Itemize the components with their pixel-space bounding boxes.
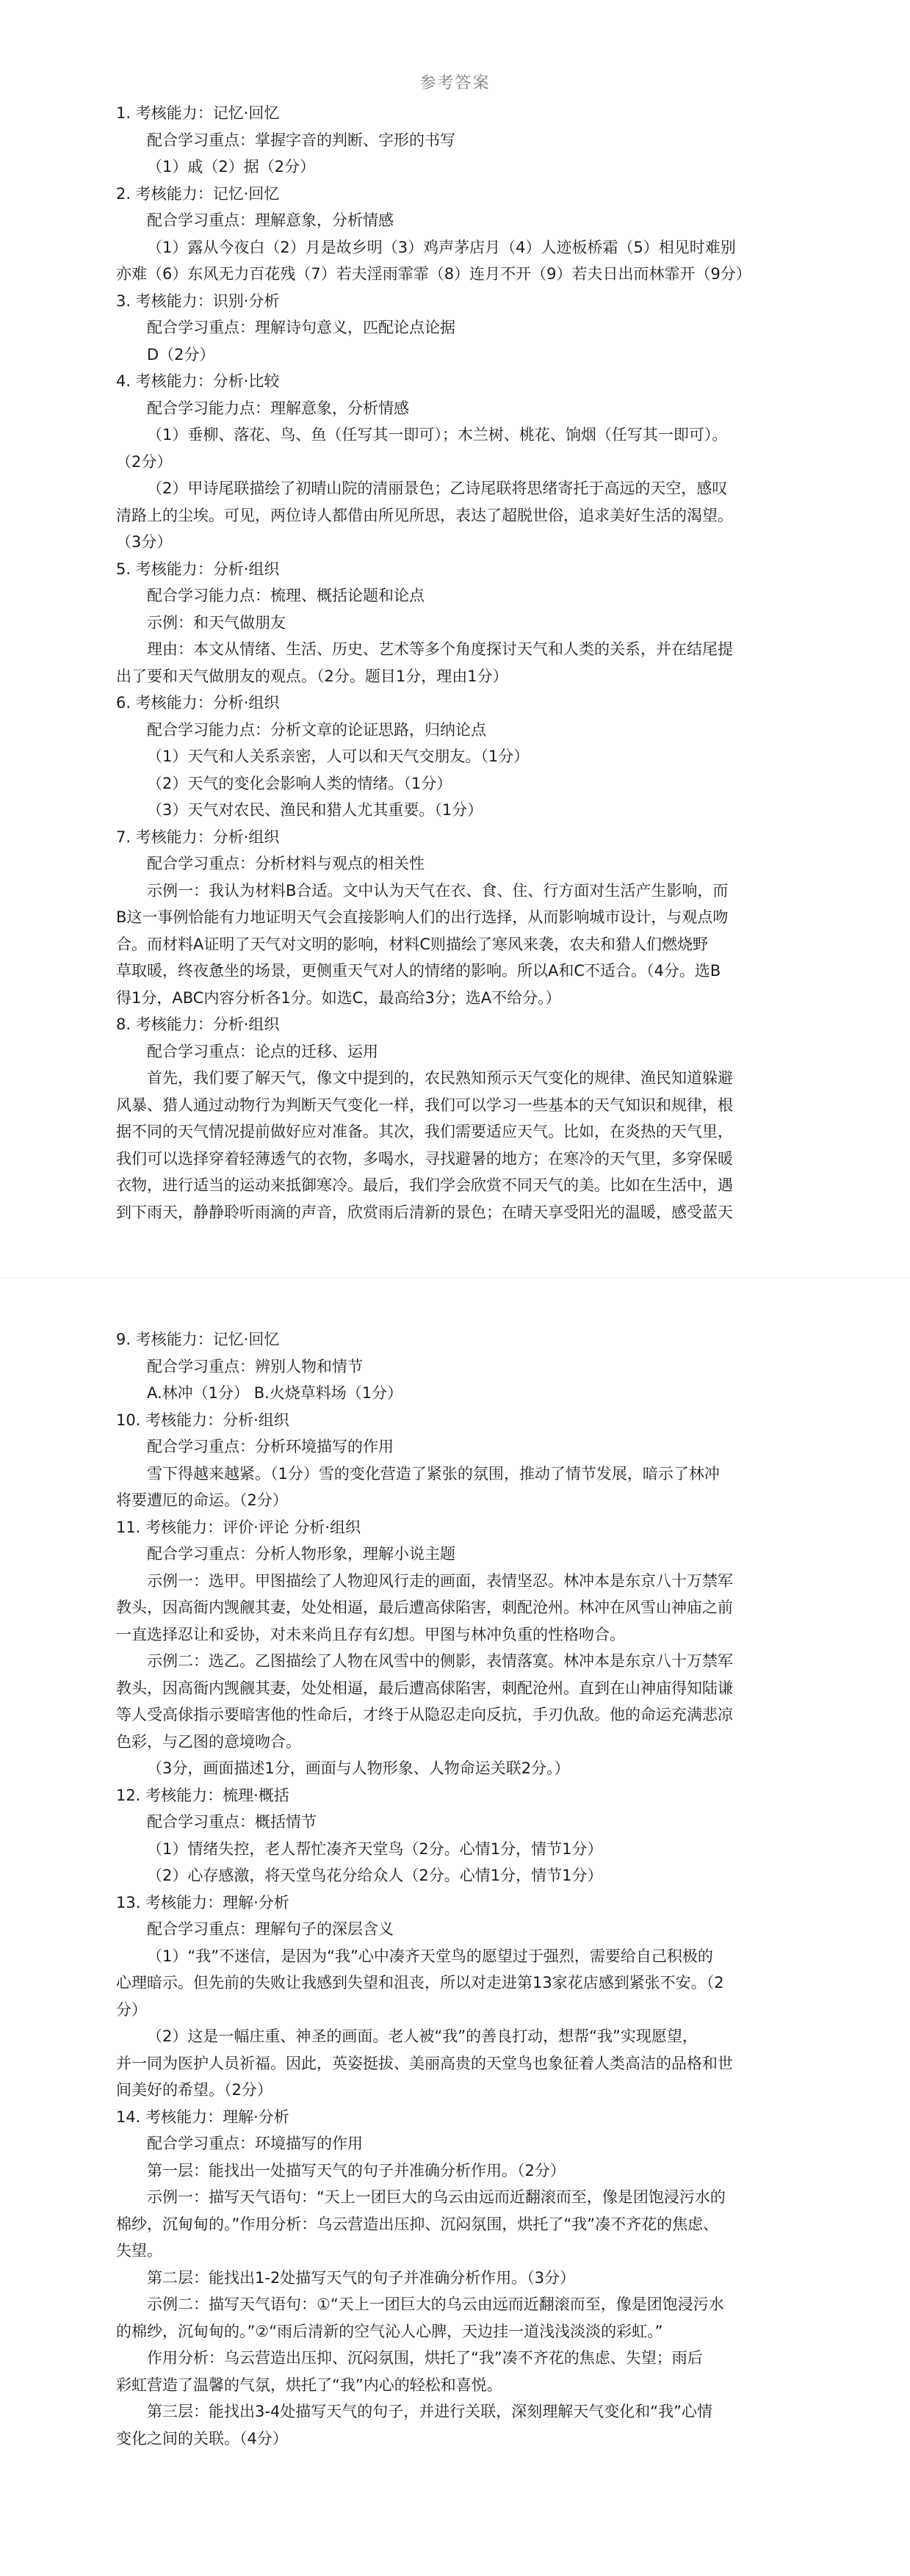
answer-line: 失望。 (116, 2242, 162, 2260)
answer-line: 合。而材料A证明了天气对文明的影响，材料C则描绘了寒风来袭，农夫和猎人们燃烧野 (116, 935, 709, 953)
document-title: 参考答案 (419, 74, 491, 93)
answer-line: （2）甲诗尾联描绘了初晴山院的清丽景色；乙诗尾联将思绪寄托于高远的天空，感叹 (147, 480, 728, 497)
answer-line: 配合学习重点：分析环境描写的作用 (147, 1438, 394, 1455)
answer-line: 7. 考核能力：分析·组织 (116, 828, 280, 846)
answer-line: 示例一：我认为材料B合适。文中认为天气在衣、食、住、行方面对生活产生影响，而 (147, 881, 729, 900)
answer-line: 配合学习重点：掌握字音的判断、字形的书写 (147, 131, 455, 149)
answer-line: （3分，画面描述1分，画面与人物形象、人物命运关联2分。） (147, 1759, 570, 1777)
answer-line: 13. 考核能力：理解·分析 (116, 1893, 289, 1911)
answer-line: 第一层：能找出一处描写天气的句子并准确分析作用。（2分） (147, 2161, 566, 2179)
answer-line: 8. 考核能力：分析·组织 (116, 1016, 280, 1033)
answer-line: 分） (116, 2000, 147, 2019)
answer-line: 3. 考核能力：识别·分析 (116, 292, 280, 310)
answer-line: 6. 考核能力：分析·组织 (116, 694, 280, 712)
answer-line: 4. 考核能力：分析·比较 (116, 372, 280, 390)
answer-line: 间美好的希望。（2分） (116, 2081, 272, 2099)
answer-line: 据不同的天气情况提前做好应对准备。其次，我们需要适应天气。比如，在炎热的天气里， (116, 1123, 733, 1140)
answer-line: （2）心存感激，将天堂鸟花分给众人（2分。心情1分，情节1分） (147, 1867, 603, 1884)
answer-line: （2）这是一幅庄重、神圣的画面。老人被“我”的善良打动，想帮“我”实现愿望， (147, 2027, 698, 2045)
answer-line: 10. 考核能力：分析·组织 (116, 1411, 289, 1429)
answer-line: 11. 考核能力：评价·评论 分析·组织 (116, 1518, 361, 1536)
answer-line: 我们可以选择穿着轻薄透气的衣物，多喝水，寻找避暑的地方；在寒冷的天气里，多穿保暖 (116, 1149, 733, 1168)
answer-line: （2）天气的变化会影响人类的情绪。（1分） (147, 774, 452, 792)
answer-line: 配合学习重点：概括情节 (147, 1813, 317, 1831)
answer-line: 1. 考核能力：记忆·回忆 (116, 104, 280, 122)
answer-line: 示例二：选乙。乙图描绘了人物在风雪中的侧影，表情落寞。林冲本是东京八十万禁军 (147, 1652, 733, 1670)
answer-line: 亦难（6）东风无力百花残（7）若夫淫雨霏霏（8）连月不开（9）若夫日出而林霏开（9分） (116, 265, 751, 283)
answer-line: 衣物，进行适当的运动来抵御寒冷。最后，我们学会欣赏不同天气的美。比如在生活中，遇 (116, 1176, 733, 1194)
answer-line: 配合学习重点：理解句子的深层含义 (147, 1920, 394, 1938)
answer-line: 配合学习能力点：分析文章的论证思路，归纳论点 (147, 720, 486, 739)
answer-line: 配合学习重点：分析人物形象，理解小说主题 (147, 1545, 455, 1563)
answer-line: （3分） (116, 533, 173, 551)
answer-line: 示例一：选甲。甲图描绘了人物迎风行走的画面，表情坚忍。林冲本是东京八十万禁军 (147, 1571, 733, 1590)
answer-line: 2. 考核能力：记忆·回忆 (116, 184, 280, 203)
answer-line: （1）情绪失控，老人帮忙凑齐天堂鸟（2分。心情1分，情节1分） (147, 1839, 603, 1858)
answer-line: 草取暖，终夜惫坐的场景，更侧重天气对人的情绪的影响。所以A和C不适合。（4分。选B (116, 962, 721, 980)
answer-line: 到下雨天，静静聆听雨滴的声音，欣赏雨后清新的景色；在晴天享受阳光的温暖，感受蓝天 (116, 1203, 733, 1221)
answer-line: （3）天气对农民、渔民和猎人尤其重要。（1分） (147, 801, 483, 819)
answer-line: 9. 考核能力：记忆·回忆 (116, 1331, 280, 1348)
answer-line: 14. 考核能力：理解·分析 (116, 2108, 289, 2126)
answer-line: 配合学习重点：辨别人物和情节 (147, 1357, 363, 1375)
answer-line: 配合学习重点：理解意象，分析情感 (147, 211, 394, 229)
answer-line: （1）“我”不迷信，是因为“我”心中凑齐天堂鸟的愿望过于强烈，需要给自己积极的 (147, 1947, 713, 1965)
answer-line: 第三层：能找出3-4处描写天气的句子，并进行关联，深刻理解天气变化和“我”心情 (147, 2403, 713, 2420)
answer-sheet-part1 (0, 0, 910, 1248)
answer-line: 得1分，ABC内容分析各1分。如选C，最高给3分；选A不给分。） (116, 988, 561, 1007)
answer-line: 第二层：能找出1-2处描写天气的句子并准确分析作用。（3分） (147, 2268, 576, 2287)
answer-line: 理由：本文从情绪、生活、历史、艺术等多个角度探讨天气和人类的关系，并在结尾提 (147, 640, 733, 658)
answer-line: 的棉纱，沉甸甸的。”②“雨后清新的空气沁人心脾，天边挂一道浅浅淡淡的彩虹。” (116, 2322, 663, 2340)
answer-sheet-part2 (0, 1307, 910, 2576)
answer-line: 一直选择忍让和妥协，对未来尚且存有幻想。甲图与林冲负重的性格吻合。 (116, 1625, 625, 1643)
answer-line: （2分） (116, 452, 173, 471)
answer-line: 等人受高俅指示要暗害他的性命后，才终于从隐忍走向反抗，手刃仇敌。他的命运充满悲凉 (116, 1706, 733, 1723)
answer-line: 将要遭厄的命运。（2分） (116, 1491, 288, 1509)
answer-line: 风暴、猎人通过动物行为判断天气变化一样，我们可以学习一些基本的天气知识和规律，根 (116, 1096, 733, 1114)
answer-line: 5. 考核能力：分析·组织 (116, 560, 280, 578)
answer-line: 雪下得越来越紧。（1分）雪的变化营造了紧张的氛围，推动了情节发展，暗示了林冲 (147, 1464, 720, 1483)
answer-line: 彩虹营造了温馨的气氛，烘托了“我”内心的轻松和喜悦。 (116, 2376, 502, 2394)
answer-line: 作用分析：乌云营造出压抑、沉闷氛围，烘托了“我”凑不齐花的焦虑、失望；雨后 (147, 2349, 703, 2367)
answer-line: 示例一：描写天气语句：“天上一团巨大的乌云由远而近翻滚而至，像是团饱浸污水的 (147, 2188, 726, 2206)
answer-line: （1）戚（2）据（2分） (147, 158, 316, 176)
answer-line: 示例二：描写天气语句：①“天上一团巨大的乌云由远而近翻滚而至，像是团饱浸污水 (147, 2295, 724, 2313)
answer-line: 教头，因高衙内觊觎其妻，处处相逼，最后遭高俅陷害，刺配沧州。林冲在风雪山神庙之前 (116, 1599, 733, 1616)
answer-line: 出了要和天气做朋友的观点。（2分。题目1分，理由1分） (116, 667, 508, 685)
answer-line: 配合学习重点：环境描写的作用 (147, 2135, 363, 2152)
answer-line: 并一同为医护人员祈福。因此，英姿挺拔、美丽高贵的天堂鸟也象征着人类高洁的品格和世 (116, 2054, 733, 2072)
answer-line: （1）垂柳、落花、鸟、鱼（任写其一即可）；木兰树、桃花、饷烟（任写其一即可）。 (147, 426, 728, 444)
answer-line: 色彩，与乙图的意境吻合。 (116, 1732, 301, 1751)
answer-line: （1）露从今夜白（2）月是故乡明（3）鸡声茅店月（4）人迹板桥霜（5）相见时难别 (147, 238, 736, 256)
answer-line: 配合学习能力点：梳理、概括论题和论点 (147, 587, 425, 604)
answer-line: 心理暗示。但先前的失败让我感到失望和沮丧，所以对走进第13家花店感到紧张不安。（2 (116, 1974, 724, 1991)
answer-line: D（2分） (147, 345, 215, 363)
answer-line: 配合学习能力点：理解意象，分析情感 (147, 399, 409, 417)
answer-line: 配合学习重点：理解诗句意义，匹配论点论据 (147, 319, 455, 336)
answer-line: A.林冲（1分） B.火烧草料场（1分） (147, 1384, 403, 1402)
answer-line: 首先，我们要了解天气，像文中提到的，农民熟知预示天气变化的规律、渔民知道躲避 (147, 1069, 733, 1087)
answer-line: 配合学习重点：分析材料与观点的相关性 (147, 855, 425, 872)
answer-line: 配合学习重点：论点的迁移、运用 (147, 1042, 378, 1060)
answer-line: 清路上的尘埃。可见，两位诗人都借由所见所思，表达了超脱世俗，追求美好生活的渴望。 (116, 506, 733, 524)
answer-line: （1）天气和人关系亲密，人可以和天气交朋友。（1分） (147, 748, 530, 765)
answer-line: 教头，因高衙内觊觎其妻，处处相逼，最后遭高俅陷害，刺配沧州。直到在山神庙得知陆谦 (116, 1679, 733, 1697)
answer-line: 棉纱，沉甸甸的。”作用分析：乌云营造出压抑、沉闷氛围，烘托了“我”凑不齐花的焦虑、 (116, 2215, 719, 2233)
answer-line: B这一事例恰能有力地证明天气会直接影响人们的出行选择，从而影响城市设计，与观点吻 (116, 908, 729, 926)
answer-line: 12. 考核能力：梳理·概括 (116, 1786, 289, 1804)
answer-line: 变化之间的关联。（4分） (116, 2429, 288, 2447)
answer-line: 示例：和天气做朋友 (147, 613, 286, 632)
